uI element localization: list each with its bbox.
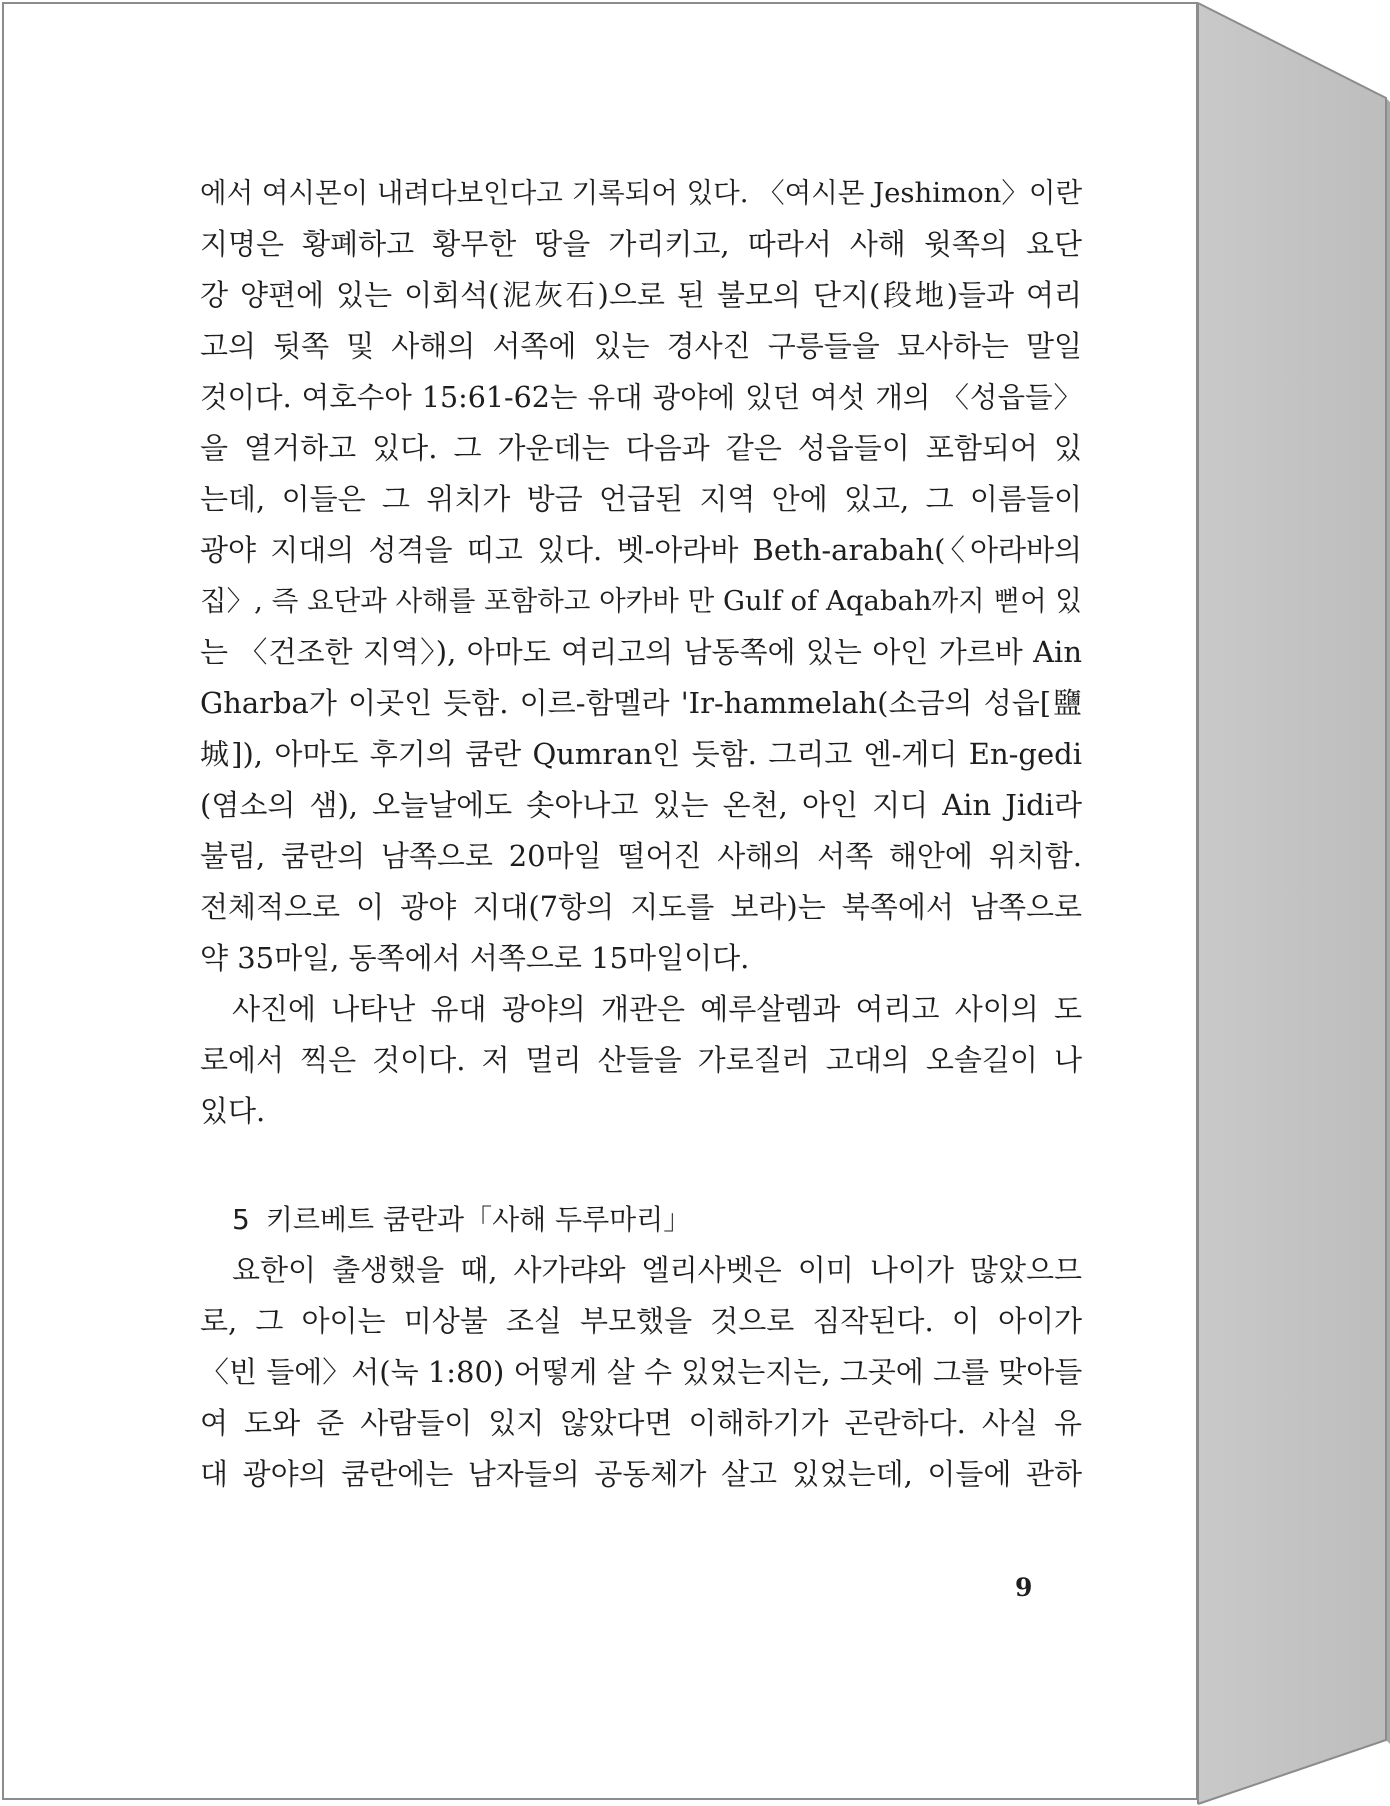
text-line: 대 광야의 쿰란에는 남자들의 공동체가 살고 있었는데, 이들에 관하 [200,1457,1082,1491]
page-number: 9 [1015,1573,1033,1602]
text-line: 城]), 아마도 후기의 쿰란 Qumran인 듯함. 그리고 엔-게디 En-gedi [200,737,1082,771]
section-title: 키르베트 쿰란과「사해 두루마리」 [265,1203,692,1236]
body-text-lower [200,1245,1082,1500]
text-line: 있다. [200,1094,266,1128]
text-line: 로에서 찍은 것이다. 저 멀리 산들을 가로질러 고대의 오솔길이 나 [200,1043,1082,1077]
text-line: (염소의 샘), 오늘날에도 솟아나고 있는 온천, 아인 지디 Ain Jidi라 [200,788,1082,822]
text-line: 〈빈 들에〉서(눅 1:80) 어떻게 살 수 있었는지는, 그곳에 그를 맞아들 [200,1355,1083,1389]
text-line: 불림, 쿰란의 남쪽으로 20마일 떨어진 사해의 서쪽 해안에 위치함. [200,839,1082,873]
text-line: 지명은 황폐하고 황무한 땅을 가리키고, 따라서 사해 윗쪽의 요단 [200,227,1082,261]
body-text-upper [200,168,1082,1137]
text-line: 요한이 출생했을 때, 사가랴와 엘리사벳은 이미 나이가 많았으므 [232,1253,1082,1287]
text-line: 는 〈건조한 지역〉), 아마도 여리고의 남동쪽에 있는 아인 가르바 Ain [200,635,1082,669]
text-line: 사진에 나타난 유대 광야의 개관은 예루살렘과 여리고 사이의 도 [232,992,1082,1026]
text-line: 것이다. 여호수아 15:61-62는 유대 광야에 있던 여섯 개의 〈성읍들〉 [200,381,1082,414]
text-line: 는데, 이들은 그 위치가 방금 언급된 지역 안에 있고, 그 이름들이 [200,482,1082,516]
text-line: 광야 지대의 성격을 띠고 있다. 벳-아라바 Beth-arabah(〈아라바의 [200,533,1082,567]
section-number: 5 [232,1203,250,1236]
text-line: 을 열거하고 있다. 그 가운데는 다음과 같은 성읍들이 포함되어 있 [200,431,1082,465]
text-line: 에서 여시몬이 내려다보인다고 기록되어 있다. 〈여시몬 Jeshimon〉이란 [200,177,1083,209]
text-line: 강 양편에 있는 이회석(泥灰石)으로 된 불모의 단지(段地)들과 여리 [200,278,1082,312]
section-heading [232,1194,691,1245]
text-line: 로, 그 아이는 미상불 조실 부모했을 것으로 짐작된다. 이 아이가 [200,1304,1082,1338]
text-line: 여 도와 준 사람들이 있지 않았다면 이해하기가 곤란하다. 사실 유 [200,1406,1082,1440]
text-line: 집〉, 즉 요단과 사해를 포함하고 아카바 만 Gulf of Aqabah까지 뻗어 있 [200,585,1082,617]
text-line: 고의 뒷쪽 및 사해의 서쪽에 있는 경사진 구릉들을 묘사하는 말일 [200,329,1082,363]
text-line: 전체적으로 이 광야 지대(7항의 지도를 보라)는 북쪽에서 남쪽으로 [200,890,1082,924]
text-line: Gharba가 이곳인 듯함. 이르-함멜라 'Ir-hammelah(소금의 성읍[鹽 [200,686,1082,720]
text-line: 약 35마일, 동쪽에서 서쪽으로 15마일이다. [200,941,750,975]
